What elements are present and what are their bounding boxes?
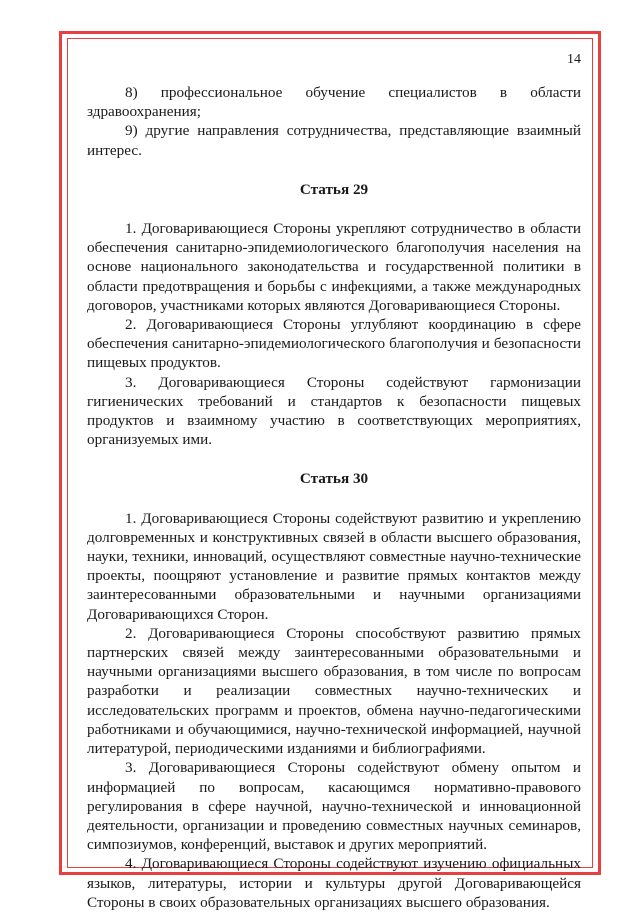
- page-number: 14: [567, 52, 581, 67]
- list-item: 8) профессиональное обучение специалистов в области здравоохранения;: [87, 84, 581, 121]
- article-paragraph: 1. Договаривающиеся Стороны содействуют развитию и укреплению долговременных и конструктивных связей в области высшего образования, науки, техники, инноваций, осуществляют совместные научно-технические проекты, поощряют установление и развитие прямых контактов между заинтересованными образовательными и научными организациями Договаривающихся Сторон.: [87, 509, 581, 623]
- article-paragraph: 2. Договаривающиеся Стороны углубляют координацию в сфере обеспечения санитарно-эпидемиологического благополучия и безопасности пищевых продуктов.: [87, 316, 581, 372]
- document-page: [87, 50, 581, 912]
- article-heading: Статья 29: [299, 180, 369, 198]
- list-item: 9) другие направления сотрудничества, представляющие взаимный интерес.: [87, 122, 581, 159]
- article-paragraph: 3. Договаривающиеся Стороны содействуют гармонизации гигиенических требований и стандартов к безопасности пищевых продуктов и взаимному участию в соответствующих мероприятиях, организуемых ими.: [87, 373, 581, 449]
- article-paragraph: 4. Договаривающиеся Стороны содействуют изучению официальных языков, литературы, истории и культуры другой Договаривающейся Стороны в своих образовательных организациях высшего образования.: [87, 855, 581, 911]
- article-paragraph: 1. Договаривающиеся Стороны укрепляют сотрудничество в области обеспечения санитарно-эпидемиологического благополучия населения на основе национального законодательства и государственной политики в области предотвращения и борьбы с инфекциями, а также международных договоров, участниками которых являются Договаривающиеся Стороны.: [87, 220, 581, 314]
- article-heading: Статья 30: [299, 470, 369, 488]
- article-paragraph: 3. Договаривающиеся Стороны содействуют обмену опытом и информацией по вопросам, касающимся нормативно-правового регулирования в сфере научной, научно-технической и инновационной деятельности, организации и проведению совместных научных семинаров, симпозиумов, конференций, выставок и других мероприятий.: [87, 759, 581, 854]
- article-paragraph: 2. Договаривающиеся Стороны способствуют развитию прямых партнерских связей между заинтересованными образовательными и научными организациями высшего образования, в том числе по вопросам разработки и реализации совместных научно-технических и исследовательских программ и проектов, обмена научно-педагогическими работниками и обучающимися, научно-технической информацией, научной литературой, периодическими изданиями и библиографиями.: [87, 624, 581, 758]
